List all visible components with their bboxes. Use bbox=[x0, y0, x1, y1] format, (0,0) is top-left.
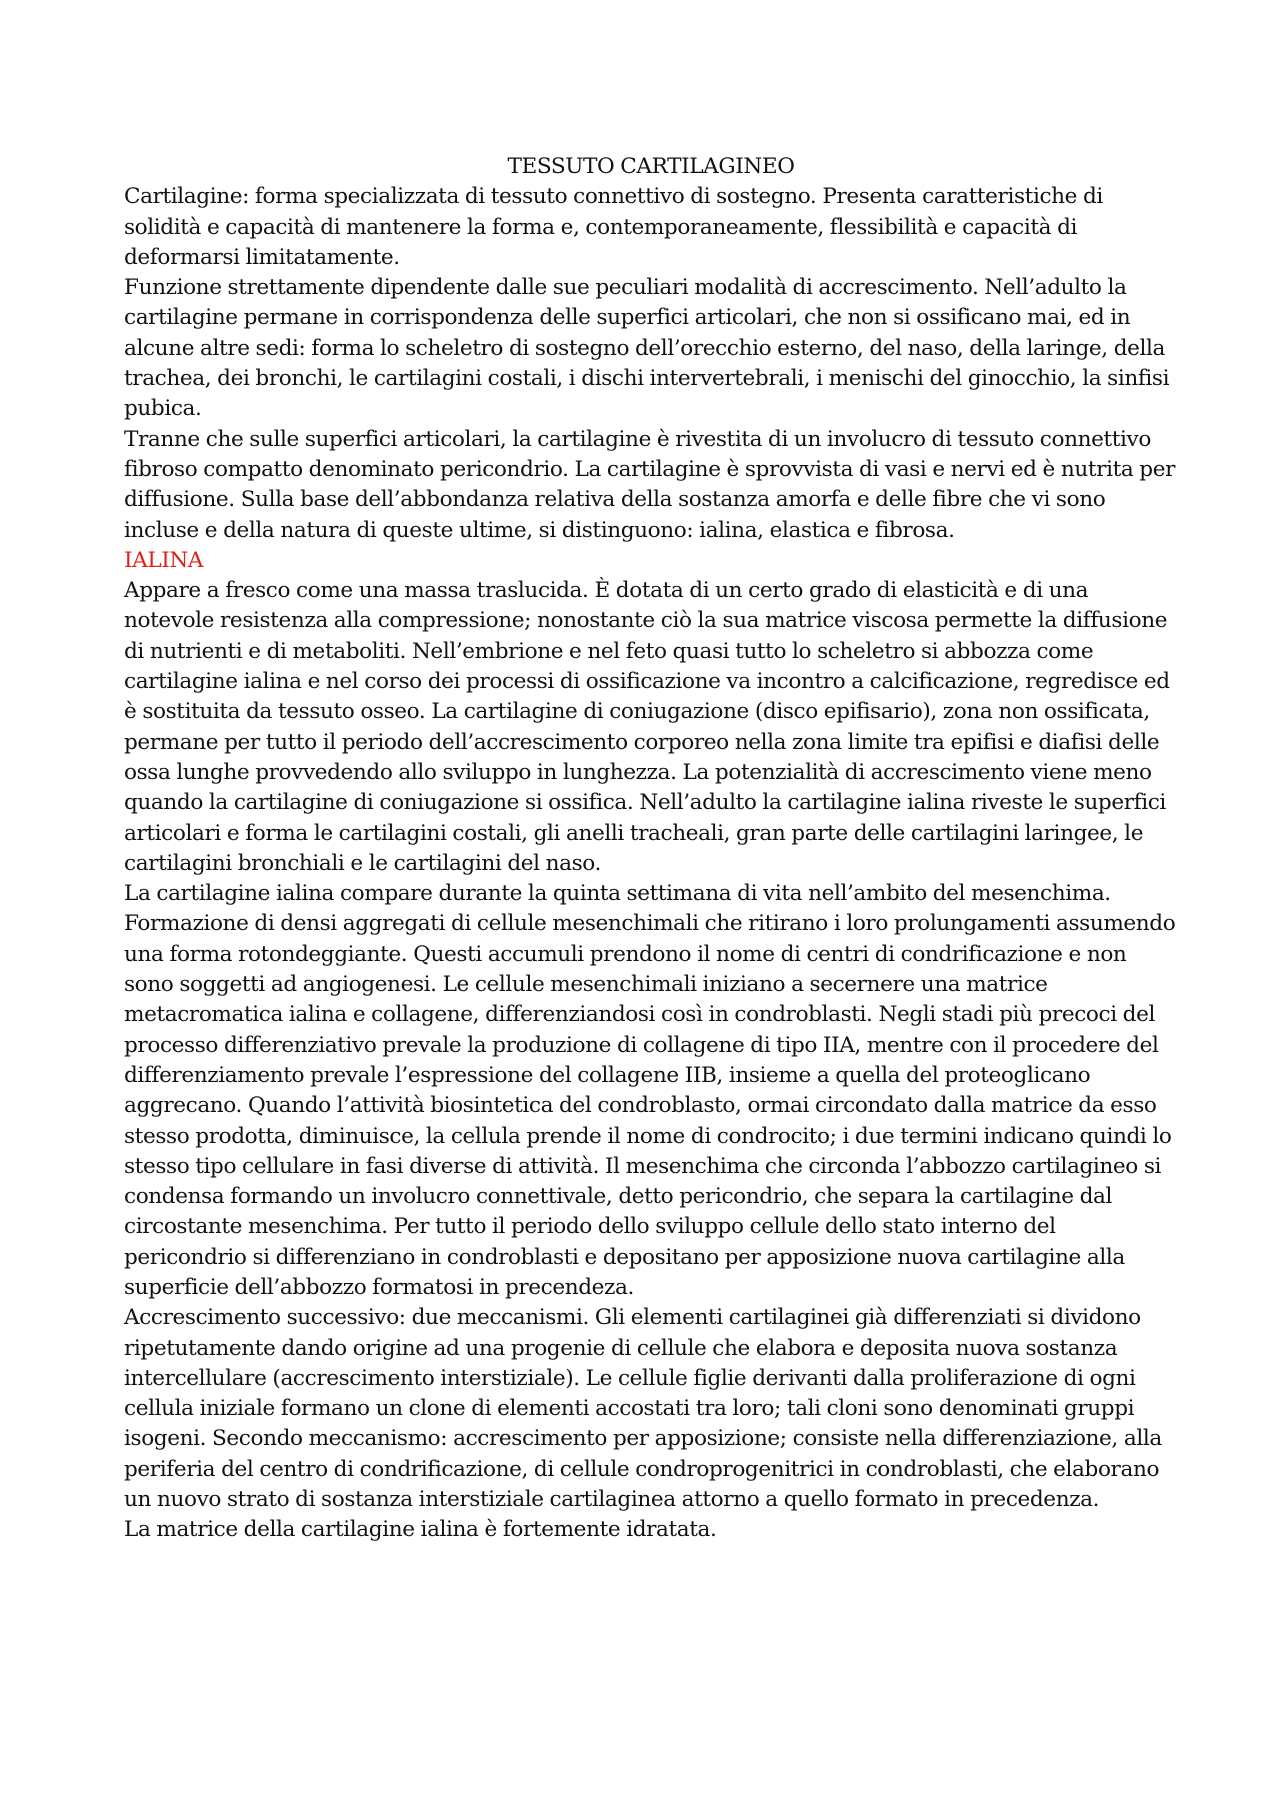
document-title: TESSUTO CARTILAGINEO bbox=[507, 154, 795, 179]
paragraph-ialina-matrix: La matrice della cartilagine ialina è fortemente idratata. bbox=[124, 1517, 717, 1543]
paragraph-definition: Cartilagine: forma specializzata di tessuto connettivo di sostegno. Presenta caratteristiche di solidità e capacità di mantenere la forma e, contemporaneamente, flessibilità e capacità di deformarsi limitatamente. bbox=[124, 184, 1103, 270]
paragraph-function: Funzione strettamente dipendente dalle sue peculiari modalità di accrescimento. Nell’adulto la cartilagine permane in corrispondenza delle superfici articolari, che non si ossificano mai, ed in alcune altre sedi: forma lo scheletro di sostegno dell’orecchio esterno, del naso, della laringe, della trachea, dei bronchi, le cartilagini costali, i dischi intervertebrali, i menischi del ginocchio, la sinfisi pubica. bbox=[124, 275, 1170, 422]
paragraph-ialina-description: Appare a fresco come una massa traslucida. È dotata di un certo grado di elasticità e di una notevole resistenza alla compressione; nonostante ciò la sua matrice viscosa permette la diffusione di nutrienti e di metaboliti. Nell’embrione e nel feto quasi tutto lo scheletro si abbozza come cartilagine ialina e nel corso dei processi di ossificazione va incontro a calcificazione, regredisce ed è sostituita da tessuto osseo. La cartilagine di coniugazione (disco epifisario), zona non ossificata, permane per tutto il periodo dell’accrescimento corporeo nella zona limite tra epifisi e diafisi delle ossa lunghe provvedendo allo sviluppo in lunghezza. La potenzialità di accrescimento viene meno quando la cartilagine di coniugazione si ossifica. Nell’adulto la cartilagine ialina riveste le superfici articolari e forma le cartilagini costali, gli anelli tracheali, gran parte delle cartilagini laringee, le cartilagini bronchiali e le cartilagini del naso. bbox=[124, 578, 1170, 876]
paragraph-ialina-development: La cartilagine ialina compare durante la quinta settimana di vita nell’ambito del mesenchima. Formazione di densi aggregati di cellule mesenchimali che ritirano i loro prolungamenti assumendo una forma rotondeggiante. Questi accumuli prendono il nome di centri di condrificazione e non sono soggetti ad angiogenesi. Le cellule mesenchimali iniziano a secernere una matrice metacromatica ialina e collagene, differenziandosi così in condroblasti. Negli stadi più precoci del processo differenziativo prevale la produzione di collagene di tipo IIA, mentre con il procedere del differenziamento prevale l’espressione del collagene IIB, insieme a quella del proteoglicano aggrecano. Quando l’attività biosintetica del condroblasto, ormai circondato dalla matrice da esso stesso prodotta, diminuisce, la cellula prende il nome di condrocito; i due termini indicano quindi lo stesso tipo cellulare in fasi diverse di attività. Il mesenchima che circonda l’abbozzo cartilagineo si condensa formando un involucro connettivale, detto pericondrio, che separa la cartilagine dal circostante mesenchima. Per tutto il periodo dello sviluppo cellule dello stato interno del pericondrio si differenziano in condroblasti e depositano per apposizione nuova cartilagine alla superficie dell’abbozzo formatosi in precendeza. bbox=[124, 881, 1176, 1300]
paragraph-pericondrio: Tranne che sulle superfici articolari, la cartilagine è rivestita di un involucro di tessuto connettivo fibroso compatto denominato pericondrio. La cartilagine è sprovvista di vasi e nervi ed è nutrita per diffusione. Sulla base dell’abbondanza relativa della sostanza amorfa e delle fibre che vi sono incluse e della natura di queste ultime, si distinguono: ialina, elastica e fibrosa. bbox=[124, 426, 1176, 543]
document-page bbox=[124, 152, 1178, 1546]
section-heading-ialina: IALINA bbox=[124, 547, 204, 573]
paragraph-ialina-growth: Accrescimento successivo: due meccanismi. Gli elementi cartilaginei già differenziati si dividono ripetutamente dando origine ad una progenie di cellule che elabora e deposita nuova sostanza intercellulare (accrescimento interstiziale). Le cellule figlie derivanti dalla proliferazione di ogni cellula iniziale formano un clone di elementi accostati tra loro; tali cloni sono denominati gruppi isogeni. Secondo meccanismo: accrescimento per apposizione; consiste nella differenziazione, alla periferia del centro di condrificazione, di cellule condroprogenitrici in condroblasti, che elaborano un nuovo strato di sostanza interstiziale cartilaginea attorno a quello formato in precedenza. bbox=[124, 1305, 1162, 1513]
